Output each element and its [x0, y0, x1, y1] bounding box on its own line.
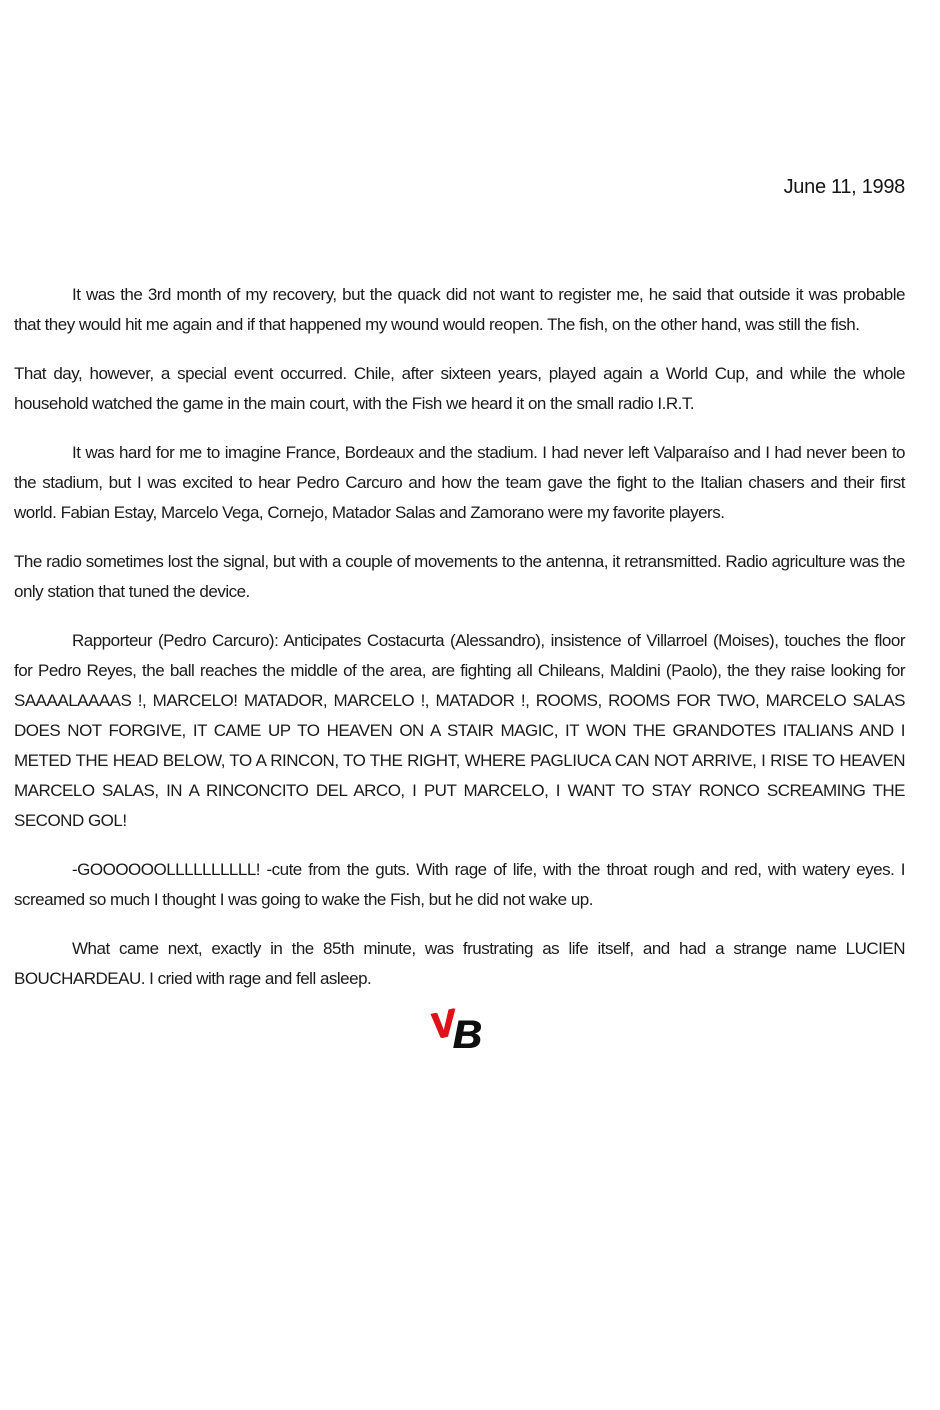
paragraph-goal-scream: -GOOOOOOLLLLLLLLLL! -cute from the guts. With rage of life, with the throat rough and red, with watery eyes. I screamed so much I thought I was going to wake the Fish, but he did not wake up. — [14, 860, 905, 909]
paragraph-radio-signal: The radio sometimes lost the signal, but with a couple of movements to the antenna, it retransmitted. Radio agriculture was the only station that tuned the device. — [14, 552, 905, 601]
paragraph-recovery: It was the 3rd month of my recovery, but the quack did not want to register me, he said that outside it was probable that they would hit me again and if that happened my wound would reopen. The fish, on the other hand, was still the fish. — [14, 285, 905, 334]
paragraph-rapporteur-commentary: Rapporteur (Pedro Carcuro): Anticipates Costacurta (Alessandro), insistence of Villarroel (Moises), touches the floor for Pedro Reyes, the ball reaches the middle of the area, are fighting all Chileans, Maldini (Paolo), the they raise looking for SAAAALAAAAS !, MARCELO! MATADOR, MARCELO !, MATADOR !, ROOMS, ROOMS FOR TWO, MARCELO SALAS DOES NOT FORGIVE, IT CAME UP TO HEAVEN ON A STAIR MAGIC, IT WON THE GRANDOTES ITALIANS AND I METED THE HEAD BELOW, TO A RINCON, TO THE RIGHT, WHERE PAGLIUCA CAN NOT ARRIVE, I RISE TO HEAVEN MARCELO SALAS, IN A RINCONCITO DEL ARCO, I PUT MARCELO, I WANT TO STAY RONCO SCREAMING THE SECOND GOL! — [14, 631, 905, 830]
vb-logo — [426, 1001, 482, 1057]
logo-letter-v-red-brushstroke: V — [426, 1001, 461, 1048]
paragraph-imagine-france: It was hard for me to imagine France, Bordeaux and the stadium. I had never left Valparaíso and I had never been to the stadium, but I was excited to hear Pedro Carcuro and how the team gave the fight to the Italian chasers and their first world. Fabian Estay, Marcelo Vega, Cornejo, Matador Salas and Zamorano were my favorite players. — [14, 443, 905, 522]
document-body — [14, 280, 905, 1063]
document-date: June 11, 1998 — [783, 176, 905, 198]
paragraph-world-cup: That day, however, a special event occurred. Chile, after sixteen years, played again a World Cup, and while the whole household watched the game in the main court, with the Fish we heard it on the small radio I.R.T. — [14, 364, 905, 413]
logo-letter-b: B — [453, 1013, 482, 1057]
logo-container — [14, 1001, 905, 1063]
paragraph-85th-minute: What came next, exactly in the 85th minute, was frustrating as life itself, and had a strange name LUCIEN BOUCHARDEAU. I cried with rage and fell asleep. — [14, 939, 905, 988]
